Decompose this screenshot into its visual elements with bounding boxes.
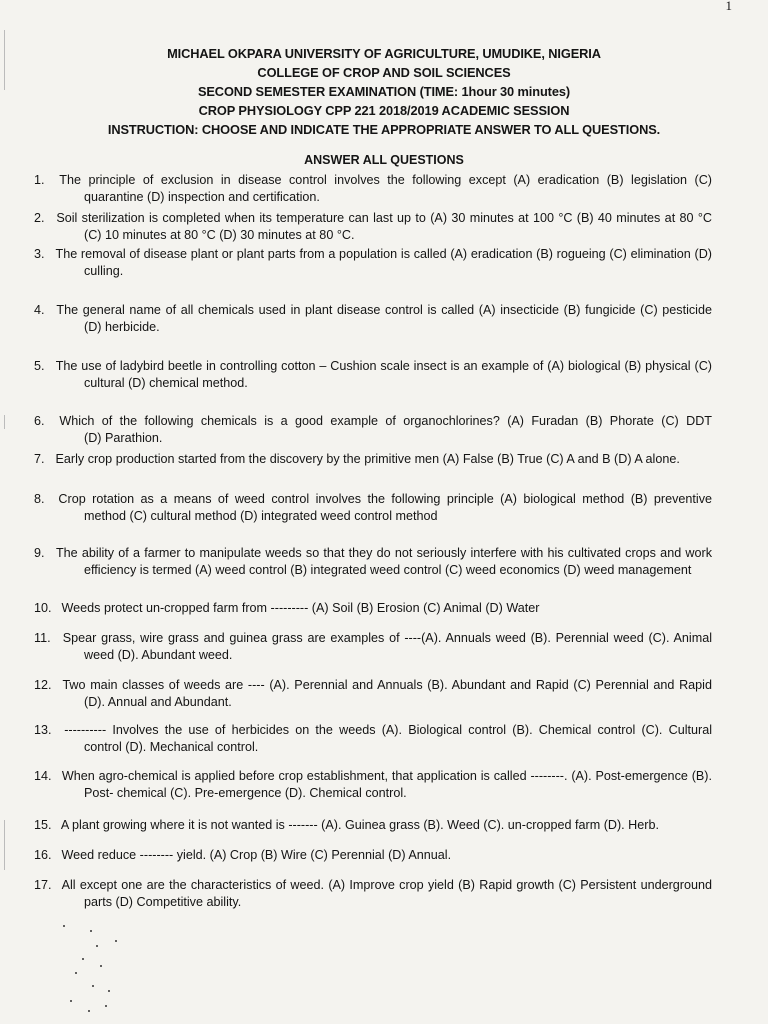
question-number: 12. (34, 678, 52, 692)
question-number: 10. (34, 601, 52, 615)
question-4 (34, 302, 712, 336)
question-10 (34, 600, 712, 617)
speck (108, 990, 110, 992)
question-line-2: weed (D). Abundant weed. (84, 648, 233, 662)
question-text (34, 172, 712, 189)
speck (75, 972, 77, 974)
page-number: 1 (725, 0, 732, 13)
question-line-2: control (D). Mechanical control. (84, 740, 259, 754)
university-name: MICHAEL OKPARA UNIVERSITY OF AGRICULTURE, UMUDIKE, NIGERIA (167, 46, 601, 61)
speck (88, 1010, 90, 1012)
question-2 (34, 210, 712, 244)
question-13 (34, 722, 712, 756)
question-text (34, 246, 712, 263)
question-line-1: The use of ladybird beetle in controlling cotton – Cushion scale insect is an example of (A) biological (B) physical (C) (55, 359, 712, 373)
question-line-1: Weeds protect un-cropped farm from --------- (A) Soil (B) Erosion (C) Animal (D) Water (61, 601, 540, 615)
question-number: 2. (34, 211, 45, 225)
question-text (34, 847, 712, 864)
instruction: INSTRUCTION: CHOOSE AND INDICATE THE APPROPRIATE ANSWER TO ALL QUESTIONS. (107, 122, 661, 137)
question-11 (34, 630, 712, 664)
question-number: 9. (34, 546, 45, 560)
question-7 (34, 451, 712, 468)
question-14 (34, 768, 712, 802)
question-text (34, 358, 712, 375)
question-line-1: Crop rotation as a means of weed control involves the following principle (A) biological method (B) preventive (58, 492, 713, 506)
question-15 (34, 817, 712, 834)
question-12 (34, 677, 712, 711)
question-line-1: Soil sterilization is completed when its temperature can last up to (A) 30 minutes at 100 °C (B) 40 minutes at 80 °C (56, 211, 712, 225)
question-line-1: The general name of all chemicals used in plant disease control is called (A) insecticide (B) fungicide (C) pesticide (56, 303, 712, 317)
question-number: 15. (34, 818, 52, 832)
question-number: 7. (34, 452, 45, 466)
question-line-2: parts (D) Competitive ability. (84, 895, 242, 909)
question-line-1: Weed reduce -------- yield. (A) Crop (B) Wire (C) Perennial (D) Annual. (61, 848, 452, 862)
question-line-1: When agro-chemical is applied before crop establishment, that application is called --------. (A). Post-emergence (B). (61, 769, 712, 783)
speck (105, 1005, 107, 1007)
exam-title: SECOND SEMESTER EXAMINATION (TIME: 1hour 30 minutes) (197, 84, 571, 99)
question-9 (34, 545, 712, 579)
question-3 (34, 246, 712, 280)
question-text (34, 413, 712, 430)
speck (63, 925, 65, 927)
speck (96, 945, 98, 947)
question-5 (34, 358, 712, 392)
question-text (34, 451, 712, 468)
margin-mark (4, 415, 5, 429)
speck (70, 1000, 72, 1002)
question-text (34, 491, 712, 508)
question-number: 16. (34, 848, 52, 862)
question-text (34, 210, 712, 227)
question-text (34, 630, 712, 647)
question-6 (34, 413, 712, 447)
question-line-1: The ability of a farmer to manipulate weeds so that they do not seriously interfere with his cultivated crops and work (55, 546, 712, 560)
question-text (34, 302, 712, 319)
question-text (34, 600, 712, 617)
speck (115, 940, 117, 942)
question-number: 17. (34, 878, 52, 892)
question-number: 13. (34, 723, 52, 737)
question-line-2: efficiency is termed (A) weed control (B) integrated weed control (C) weed economics (D) weed management (84, 563, 692, 577)
question-line-2: (C) 10 minutes at 80 °C (D) 30 minutes at 80 °C. (84, 228, 355, 242)
question-number: 3. (34, 247, 45, 261)
question-number: 14. (34, 769, 52, 783)
question-line-1: The removal of disease plant or plant parts from a population is called (A) eradication (B) rogueing (C) elimination (D) (55, 247, 712, 261)
question-line-1: ---------- Involves the use of herbicides on the weeds (A). Biological control (B). Chemical control (C). Cultural (64, 723, 713, 737)
exam-header (0, 44, 768, 139)
answer-all-heading: ANSWER ALL QUESTIONS (304, 153, 464, 167)
question-16 (34, 847, 712, 864)
question-number: 4. (34, 303, 45, 317)
speck (100, 965, 102, 967)
question-line-2: culling. (84, 264, 124, 278)
question-line-1: A plant growing where it is not wanted is ------- (A). Guinea grass (B). Weed (C). un-cropped farm (D). Herb. (60, 818, 659, 832)
question-line-2: (D). Annual and Abundant. (84, 695, 232, 709)
question-line-2: (D) herbicide. (84, 320, 160, 334)
question-17 (34, 877, 712, 911)
question-line-1: All except one are the characteristics of weed. (A) Improve crop yield (B) Rapid growth (C) Persistent underground (61, 878, 712, 892)
question-line-2: Post- chemical (C). Pre-emergence (D). Chemical control. (84, 786, 407, 800)
question-number: 1. (34, 173, 45, 187)
question-text (34, 877, 712, 894)
margin-mark (4, 30, 5, 90)
question-text (34, 545, 712, 562)
question-number: 6. (34, 414, 45, 428)
margin-mark (4, 820, 5, 870)
question-line-1: Early crop production started from the discovery by the primitive men (A) False (B) True (C) A and B (D) A alone. (55, 452, 680, 466)
question-text (34, 768, 712, 785)
question-text (34, 677, 712, 694)
question-line-2: cultural (D) chemical method. (84, 376, 248, 390)
question-line-1: Spear grass, wire grass and guinea grass are examples of ----(A). Annuals weed (B). Perennial weed (C). Animal (62, 631, 713, 645)
question-line-1: Two main classes of weeds are ---- (A). Perennial and Annuals (B). Abundant and Rapid (C) Perennial and Rapid (62, 678, 712, 692)
question-line-1: Which of the following chemicals is a good example of organochlorines? (A) Furadan (B) Phorate (C) DDT (59, 414, 712, 428)
question-line-2: method (C) cultural method (D) integrated weed control method (84, 509, 438, 523)
question-text (34, 722, 712, 739)
question-line-2: (D) Parathion. (84, 431, 163, 445)
question-1 (34, 172, 712, 206)
speck (92, 985, 94, 987)
question-line-1: The principle of exclusion in disease control involves the following except (A) eradication (B) legislation (C) (59, 173, 712, 187)
question-number: 11. (34, 631, 51, 645)
speck (82, 958, 84, 960)
college-name: COLLEGE OF CROP AND SOIL SCIENCES (257, 65, 511, 80)
speck (90, 930, 92, 932)
question-8 (34, 491, 712, 525)
question-number: 8. (34, 492, 45, 506)
question-text (34, 817, 712, 834)
question-line-2: quarantine (D) inspection and certification. (84, 190, 320, 204)
question-number: 5. (34, 359, 45, 373)
course-session: CROP PHYSIOLOGY CPP 221 2018/2019 ACADEMIC SESSION (198, 103, 570, 118)
